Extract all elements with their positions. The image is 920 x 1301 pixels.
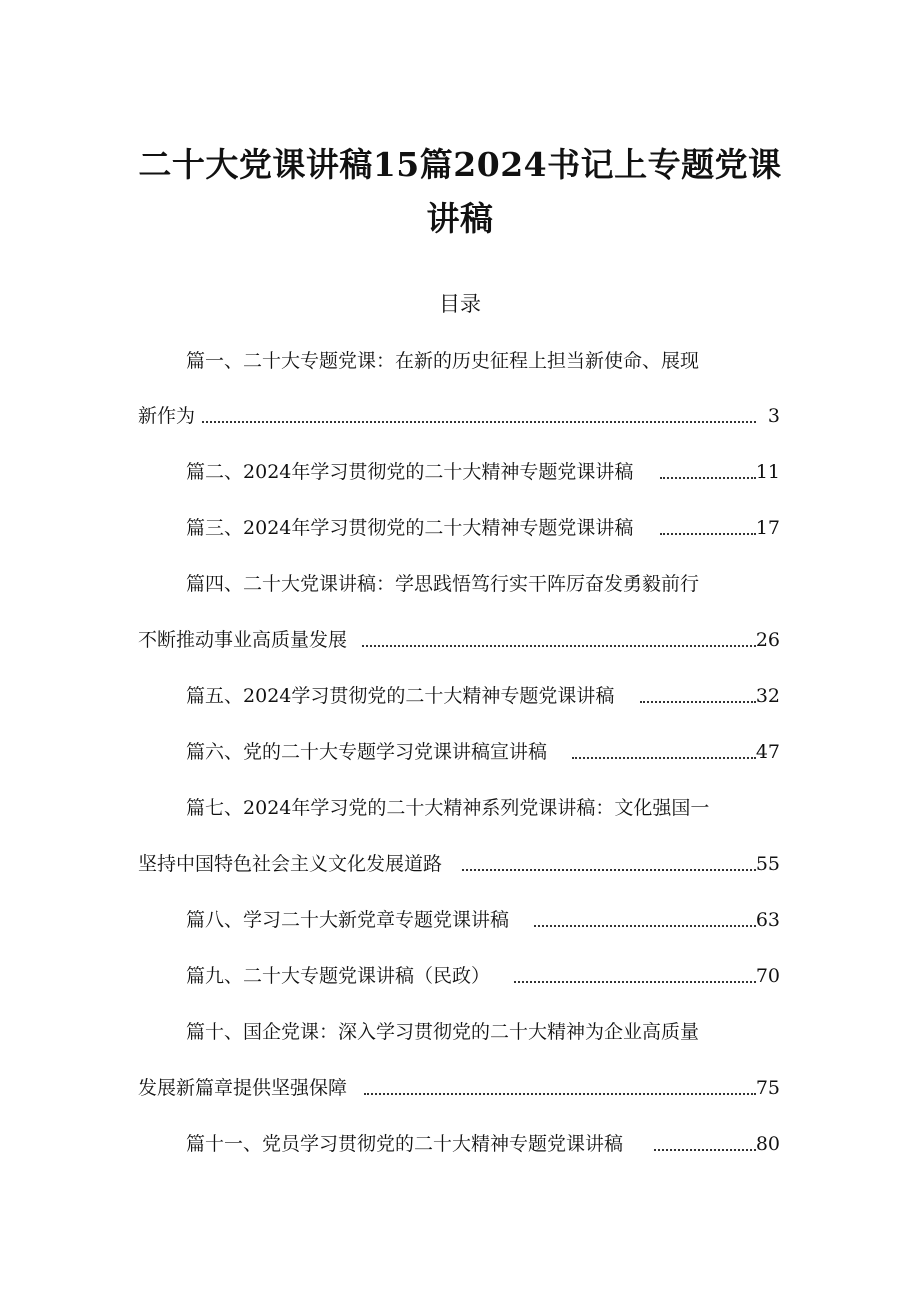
page-number: 3 <box>767 405 780 427</box>
page-number: 11 <box>755 461 780 483</box>
title-line-1: 二十大党课讲稿15篇2024书记上专题党课 <box>138 145 782 184</box>
title-line-2: 讲稿 <box>426 199 494 238</box>
toc-entry-3[interactable]: 篇三、2024年学习贯彻党的二十大精神专题党课讲稿 17 <box>0 513 920 543</box>
dot-leader <box>362 645 756 647</box>
dot-leader <box>534 925 756 927</box>
toc-entry-10-line-2[interactable]: 发展新篇章提供坚强保障 75 <box>0 1073 920 1103</box>
page-number: 63 <box>755 909 780 931</box>
page-number: 75 <box>755 1077 780 1099</box>
dot-leader <box>660 533 756 535</box>
dot-leader <box>572 757 756 759</box>
dot-leader <box>514 981 756 983</box>
dot-leader <box>364 1093 756 1095</box>
page-number: 32 <box>755 685 780 707</box>
dot-leader <box>640 701 756 703</box>
toc-entry-4-line-1[interactable]: 篇四、二十大党课讲稿：学思践悟笃行实干阵厉奋发勇毅前行 <box>186 573 700 595</box>
dot-leader <box>660 477 756 479</box>
toc-entry-7-line-1[interactable]: 篇七、2024年学习党的二十大精神系列党课讲稿：文化强国一 <box>186 797 710 819</box>
toc-entry-1-line-2[interactable]: 新作为 3 <box>0 401 920 431</box>
dot-leader <box>202 421 756 423</box>
page-number: 55 <box>755 853 780 875</box>
toc-entry-10-line-1[interactable]: 篇十、国企党课：深入学习贯彻党的二十大精神为企业高质量 <box>186 1021 700 1043</box>
page-number: 26 <box>755 629 780 651</box>
toc-entry-9[interactable]: 篇九、二十大专题党课讲稿（民政） 70 <box>0 961 920 991</box>
toc-entry-4-line-2[interactable]: 不断推动事业高质量发展 26 <box>0 625 920 655</box>
dot-leader <box>462 869 756 871</box>
page-number: 70 <box>755 965 780 987</box>
toc-entry-11[interactable]: 篇十一、党员学习贯彻党的二十大精神专题党课讲稿 80 <box>0 1129 920 1159</box>
toc-entry-8[interactable]: 篇八、学习二十大新党章专题党课讲稿 63 <box>0 905 920 935</box>
toc-entry-7-line-2[interactable]: 坚持中国特色社会主义文化发展道路 55 <box>0 849 920 879</box>
toc-entry-2[interactable]: 篇二、2024年学习贯彻党的二十大精神专题党课讲稿 11 <box>0 457 920 487</box>
dot-leader <box>654 1149 756 1151</box>
toc-heading: 目录 <box>439 292 481 316</box>
toc-entry-5[interactable]: 篇五、2024学习贯彻党的二十大精神专题党课讲稿 32 <box>0 681 920 711</box>
toc-entry-6[interactable]: 篇六、党的二十大专题学习党课讲稿宣讲稿 47 <box>0 737 920 767</box>
toc-entry-1-line-1[interactable]: 篇一、二十大专题党课：在新的历史征程上担当新使命、展现 <box>186 350 700 372</box>
page-number: 47 <box>755 741 780 763</box>
page-number: 17 <box>755 517 780 539</box>
page-number: 80 <box>755 1133 780 1155</box>
